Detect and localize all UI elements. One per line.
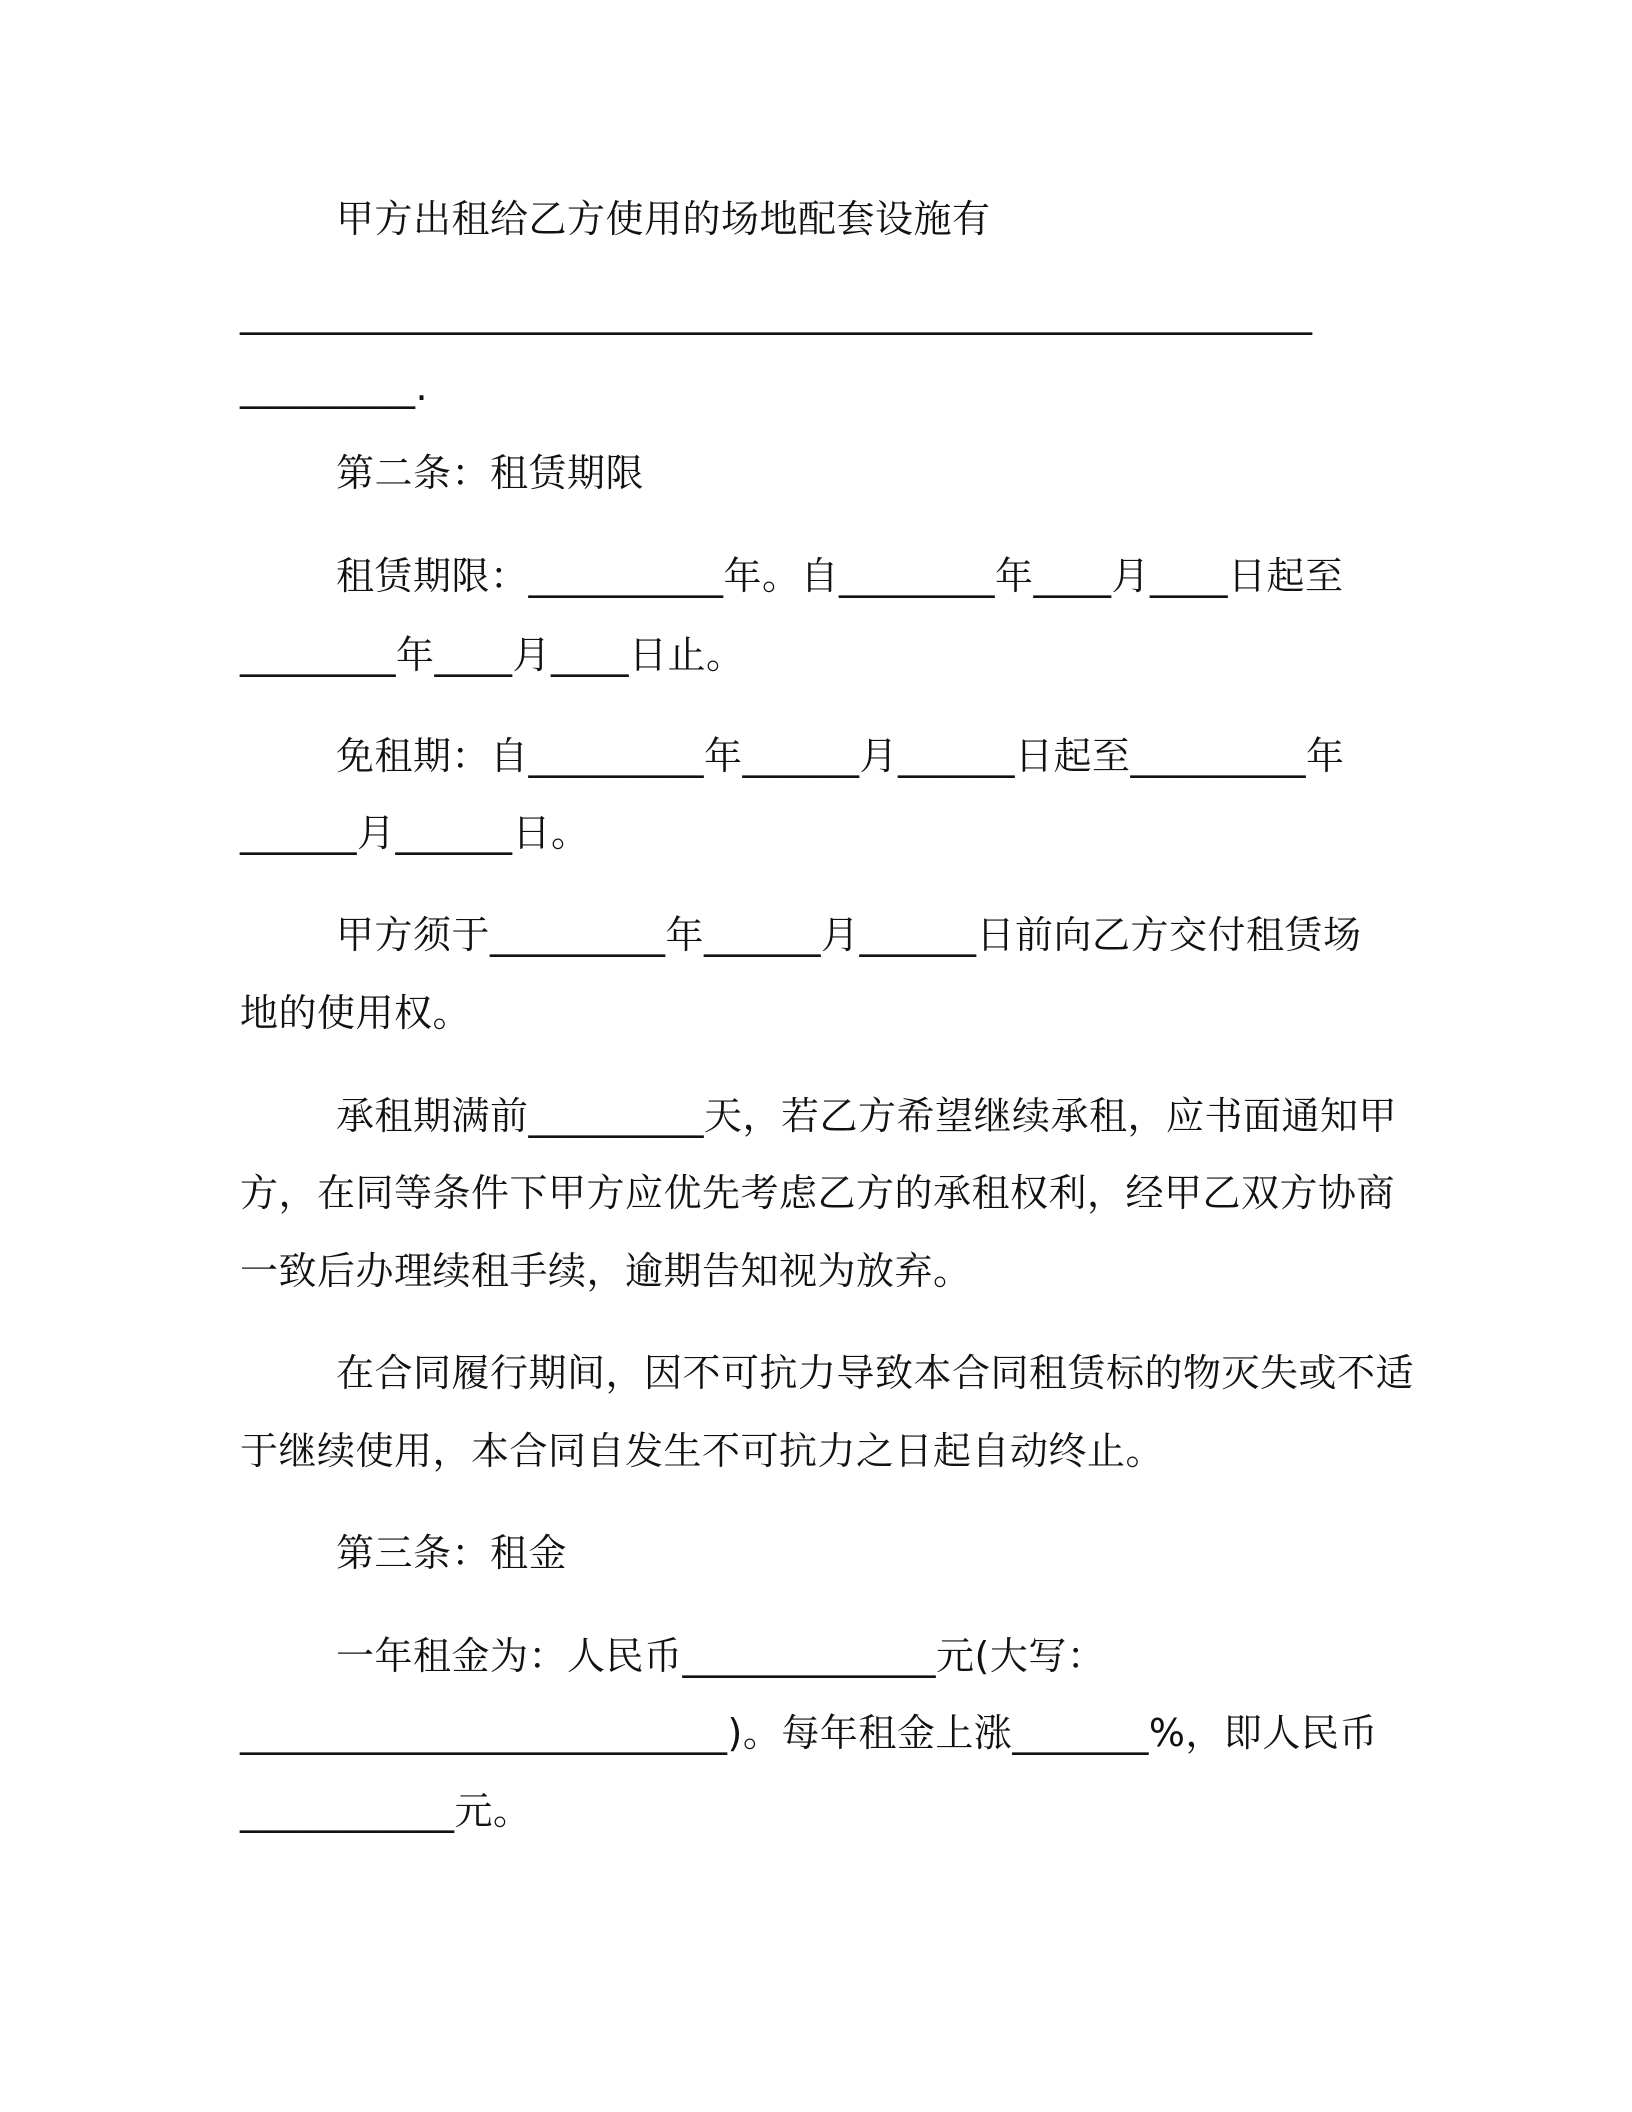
section-heading: 第二条：租赁期限 — [336, 451, 645, 495]
paragraph-line: ________年____月____日止。 — [240, 633, 745, 677]
paragraph-line: 一年租金为：人民币_____________元(大写： — [336, 1634, 1106, 1678]
paragraph-line: 地的使用权。 — [240, 991, 472, 1035]
paragraph-line: 租赁期限：__________年。自________年____月____日起至 — [336, 554, 1344, 598]
blank-line: _______________________________________________________ — [240, 291, 1313, 335]
blank-line: _________. — [240, 365, 429, 409]
paragraph-line: ______月______日。 — [240, 811, 590, 855]
paragraph-line: ___________元。 — [240, 1789, 532, 1833]
paragraph-line: 免租期：自_________年______月______日起至_________年 — [336, 734, 1345, 778]
paragraph-line: 方，在同等条件下甲方应优先考虑乙方的承租权利，经甲乙双方协商 — [240, 1171, 1396, 1215]
section-heading: 第三条：租金 — [336, 1531, 568, 1575]
paragraph-line: 承租期满前_________天，若乙方希望继续承租，应书面通知甲 — [336, 1094, 1398, 1138]
paragraph-line: 甲方须于_________年______月______日前向乙方交付租赁场 — [336, 913, 1362, 957]
paragraph-line: 在合同履行期间，因不可抗力导致本合同租赁标的物灭失或不适 — [336, 1351, 1415, 1395]
paragraph-line: 甲方出租给乙方使用的场地配套设施有 — [336, 197, 991, 241]
paragraph-line: _________________________)。每年租金上涨_______%，即人民币 — [240, 1711, 1378, 1755]
paragraph-line: 一致后办理续租手续，逾期告知视为放弃。 — [240, 1249, 972, 1293]
paragraph-line: 于继续使用，本合同自发生不可抗力之日起自动终止。 — [240, 1429, 1165, 1473]
